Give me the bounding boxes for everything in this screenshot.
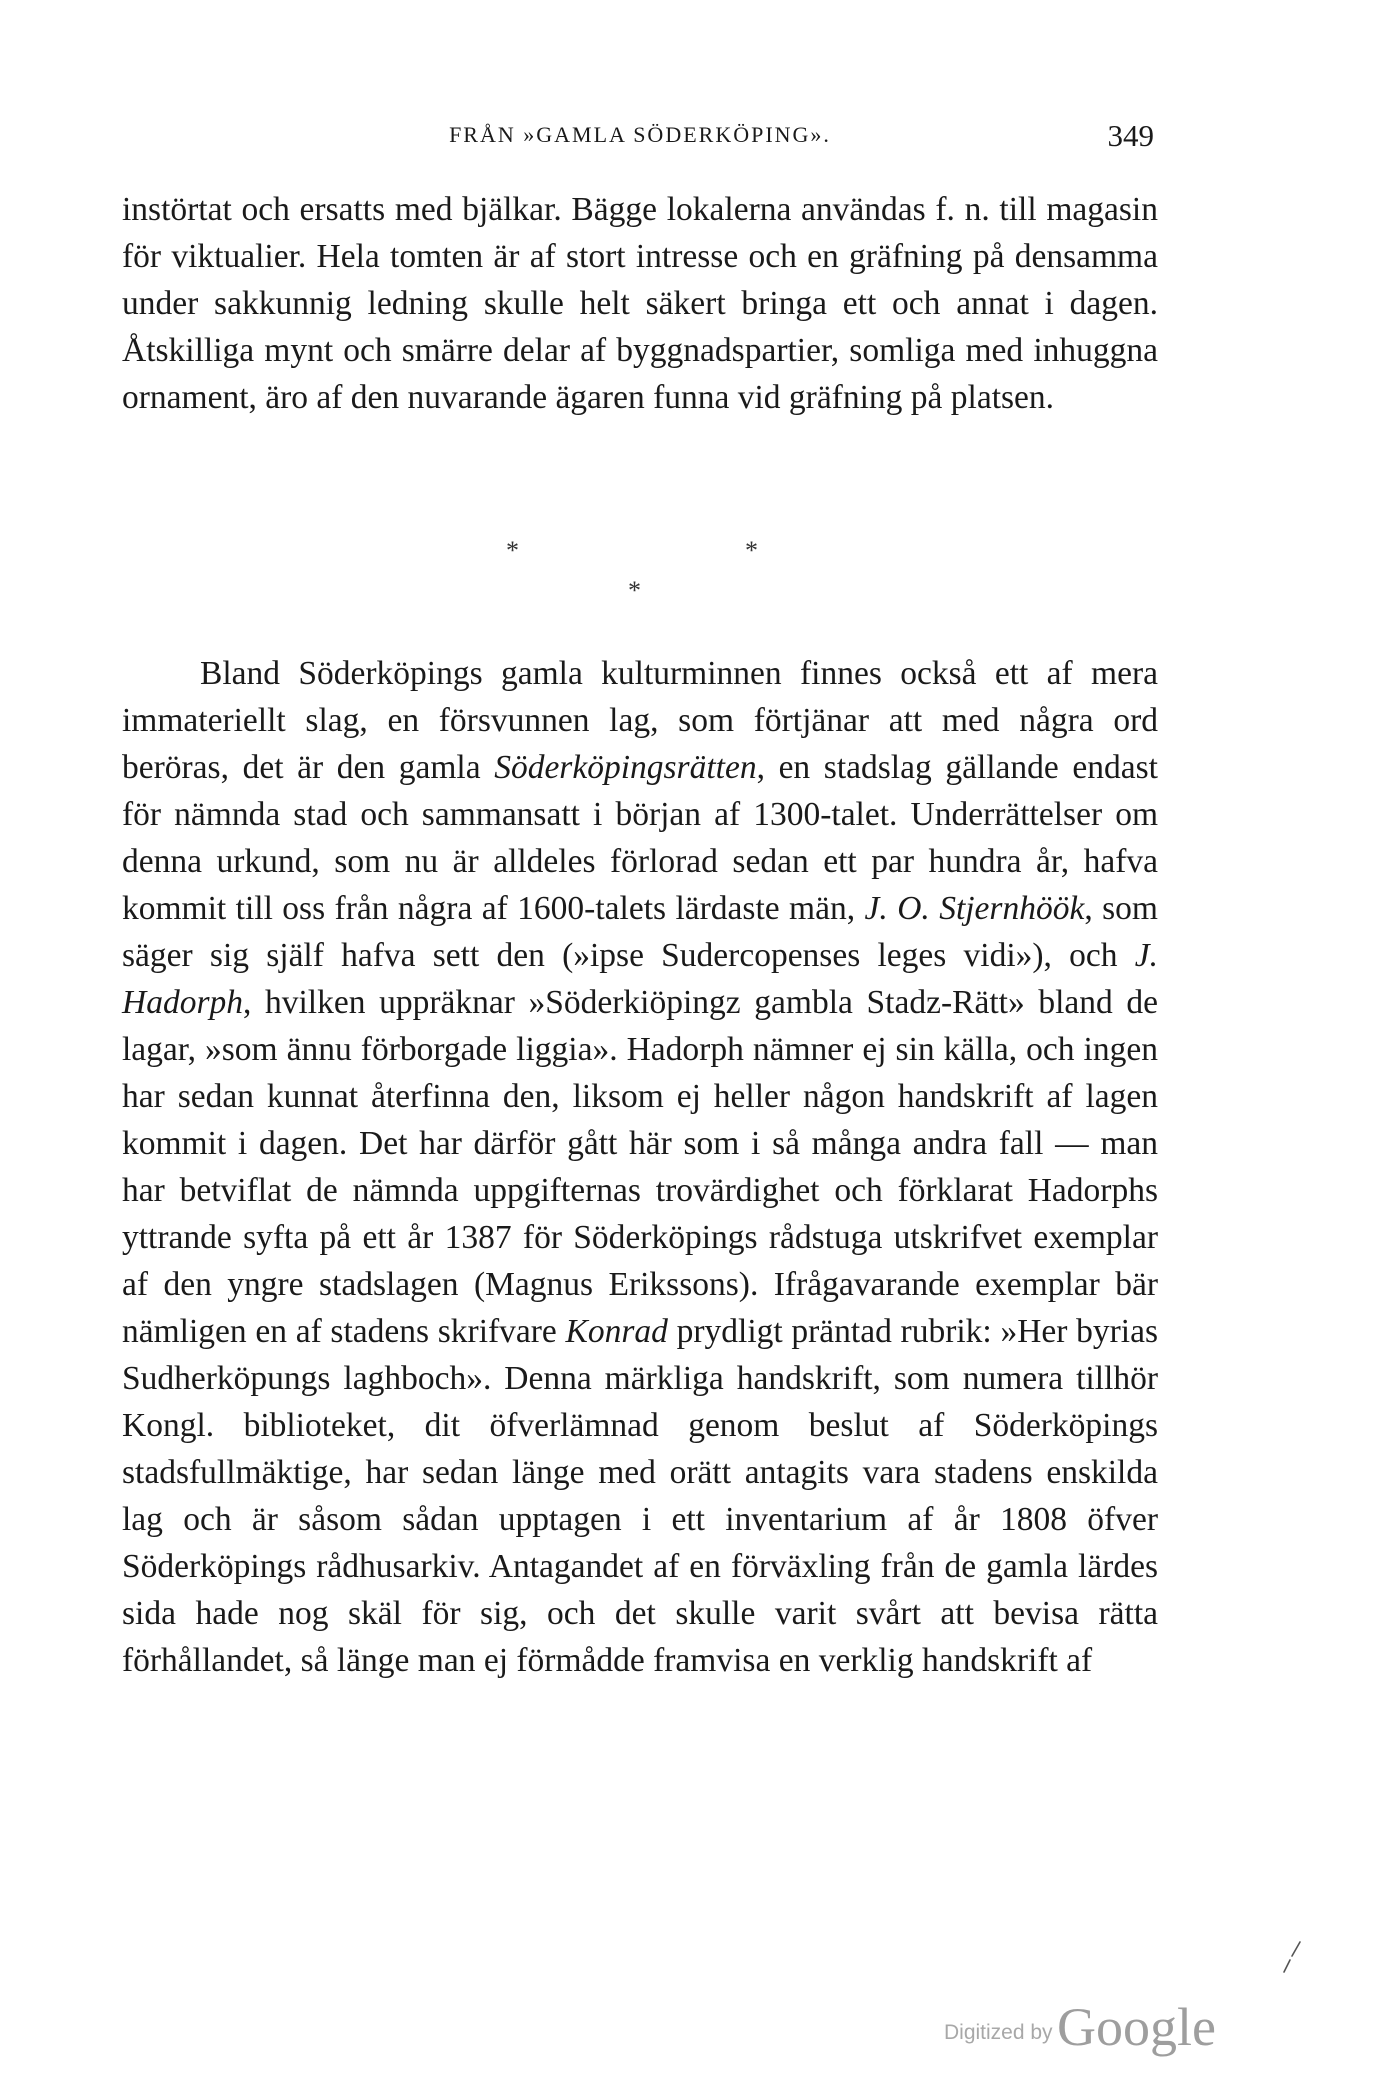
text-segment: , som säger sig själf hafva sett den (»ipse Sudercopenses leges vidi»), och	[122, 890, 1158, 974]
italic-name: J. Hadorph	[122, 937, 1158, 1021]
italic-term: Söderköpingsrätten	[494, 749, 757, 786]
text-segment: Bland Söderköpings gamla kulturminnen finnes också ett af mera immateriellt slag, en försvunnen lag, som förtjänar att med några ord beröras, det är den gamla	[122, 655, 1158, 786]
asterisk-ornament: *	[506, 536, 519, 565]
text-segment: , hvilken uppräknar »Söderkiöpingz gambla Stadz-Rätt» bland de lagar, »som ännu förborgade liggia». Hadorph nämner ej sin källa, och ingen har sedan kunnat återfinna den, liksom ej heller någon handskrift af lagen kommit i dagen. Det har därför gått här som i så många andra fall — man har betviflat de nämnda uppgifternas trovärdighet och förklarat Hadorphs yttrande syfta på ett år 1387 för Söderköpings rådstuga utskrifvet exemplar af den yngre stadslagen (Magnus Erikssons). Ifrågavarande exemplar bär nämligen en af stadens skrifvare	[122, 984, 1158, 1350]
text-segment: , en stadslag gällande endast för nämnda stad och sammansatt i början af 1300-talet. Underrättelser om denna urkund, som nu är alldeles förlorad sedan ett par hundra år, hafva kommit till oss från några af 1600-talets lärdaste män,	[122, 749, 1158, 927]
running-title: FRÅN »GAMLA SÖDERKÖPING».	[449, 122, 831, 147]
watermark-logo: Google	[1057, 1997, 1216, 2057]
asterisk-ornament: *	[745, 536, 758, 565]
watermark-prefix: Digitized by	[944, 2021, 1053, 2044]
paragraph-continued	[122, 186, 1158, 421]
running-header	[122, 118, 1158, 158]
page-number: 349	[1107, 118, 1154, 153]
digitization-watermark	[944, 1996, 1216, 2058]
pen-mark-icon	[1280, 1936, 1304, 1976]
italic-name: Konrad	[565, 1313, 668, 1350]
text-segment: prydligt präntad rubrik: »Her byrias Sudherköpungs laghboch». Denna märkliga handskrift, som numera tillhör Kongl. biblioteket, dit öfverlämnad genom beslut af Söderköpings stadsfullmäktige, har sedan länge med orätt antagits vara stadens enskilda lag och är såsom sådan upptagen i ett inventarium af år 1808 öfver Söderköpings rådhusarkiv. Antagandet af en förväxling från de gamla lärdes sida hade nog skäl för sig, och det skulle varit svårt att bevisa rätta förhållandet, så länge man ej förmådde framvisa en verklig handskrift af	[122, 1313, 1158, 1679]
italic-name: J. O. Stjernhöök	[864, 890, 1085, 927]
paragraph-two-text	[122, 650, 1158, 1684]
asterisk-ornament: *	[628, 576, 641, 605]
paragraph-one-text: instörtat och ersatts med bjälkar. Bägge lokalerna användas f. n. till magasin för viktualier. Hela tomten är af stort intresse och en gräfning på densamma under sakkunnig ledning skulle helt säkert bringa ett och annat i dagen. Åtskilliga mynt och smärre delar af byggnadspartier, somliga med inhuggna ornament, äro af den nuvarande ägaren funna vid gräfning på platsen.	[122, 191, 1158, 416]
paragraph-two	[122, 650, 1158, 1684]
